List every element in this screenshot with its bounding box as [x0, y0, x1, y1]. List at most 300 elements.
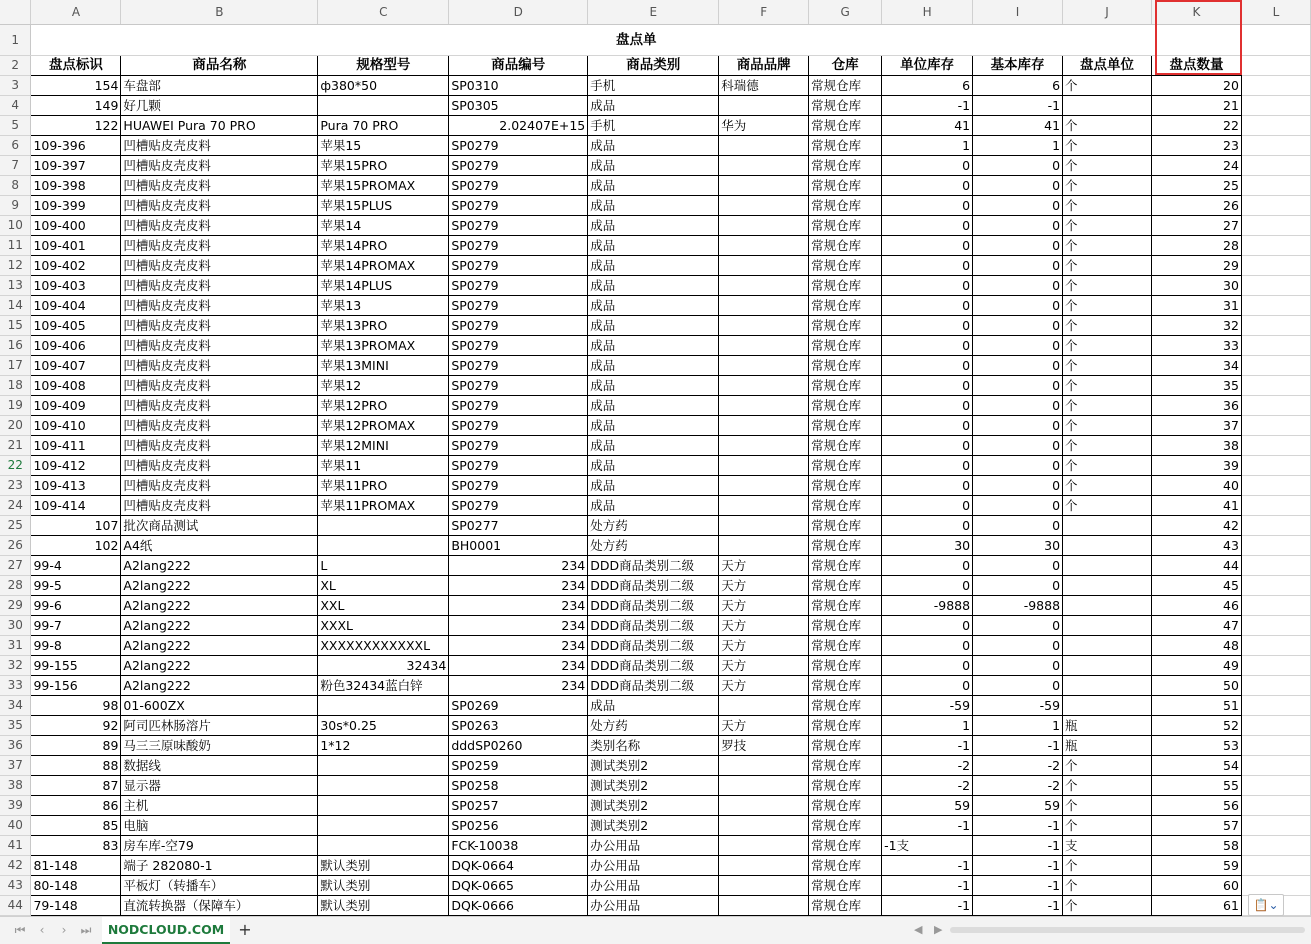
row-header[interactable]: 15 [0, 316, 31, 336]
cell[interactable]: 常规仓库 [809, 616, 882, 636]
cell[interactable] [1241, 416, 1310, 436]
cell[interactable] [719, 216, 809, 236]
cell[interactable] [1063, 556, 1152, 576]
cell[interactable] [719, 396, 809, 416]
next-sheet-icon[interactable]: › [61, 923, 67, 937]
cell[interactable]: 天方 [719, 556, 809, 576]
cell[interactable]: 个 [1063, 316, 1152, 336]
last-sheet-icon[interactable]: ⏭ [80, 923, 92, 937]
row-header[interactable]: 29 [0, 596, 31, 616]
column-header[interactable]: C [318, 0, 449, 25]
cell[interactable]: 99-155 [31, 656, 121, 676]
cell[interactable]: 常规仓库 [809, 236, 882, 256]
cell[interactable]: 凹槽贴皮壳皮料 [121, 176, 318, 196]
cell[interactable]: 直流转换器（保障车） [121, 896, 318, 916]
cell[interactable]: 1 [973, 136, 1063, 156]
cell[interactable] [719, 196, 809, 216]
cell[interactable]: 常规仓库 [809, 336, 882, 356]
cell[interactable] [318, 96, 449, 116]
cell[interactable]: 48 [1152, 636, 1242, 656]
cell[interactable]: 83 [31, 836, 121, 856]
cell[interactable]: 瓶 [1063, 716, 1152, 736]
cell[interactable]: 常规仓库 [809, 676, 882, 696]
row-header[interactable]: 3 [0, 76, 31, 96]
cell[interactable]: 0 [882, 456, 973, 476]
cell[interactable] [1241, 176, 1310, 196]
cell[interactable]: 常规仓库 [809, 316, 882, 336]
cell[interactable] [1241, 56, 1310, 76]
cell[interactable]: -1 [973, 836, 1063, 856]
cell[interactable]: 常规仓库 [809, 896, 882, 916]
cell[interactable]: 成品 [588, 456, 719, 476]
cell[interactable]: 109-401 [31, 236, 121, 256]
cell[interactable]: -1 [882, 736, 973, 756]
cell[interactable]: 54 [1152, 756, 1242, 776]
cell[interactable]: 好几颗 [121, 96, 318, 116]
cell[interactable]: 成品 [588, 396, 719, 416]
cell[interactable]: 109-398 [31, 176, 121, 196]
cell[interactable]: 常规仓库 [809, 376, 882, 396]
cell[interactable] [1241, 436, 1310, 456]
cell[interactable]: 凹槽贴皮壳皮料 [121, 196, 318, 216]
row-header[interactable]: 33 [0, 676, 31, 696]
cell[interactable]: SP0310 [449, 76, 588, 96]
cell[interactable]: 常规仓库 [809, 516, 882, 536]
row-header[interactable]: 13 [0, 276, 31, 296]
cell[interactable] [719, 496, 809, 516]
cell[interactable]: 罗技 [719, 736, 809, 756]
cell[interactable] [318, 776, 449, 796]
cell[interactable]: 0 [882, 196, 973, 216]
cell[interactable]: 0 [973, 336, 1063, 356]
cell[interactable]: 凹槽贴皮壳皮料 [121, 336, 318, 356]
cell[interactable]: 办公用品 [588, 876, 719, 896]
row-header[interactable]: 17 [0, 356, 31, 376]
cell[interactable] [719, 836, 809, 856]
cell[interactable]: 28 [1152, 236, 1242, 256]
cell[interactable]: 苹果12MINI [318, 436, 449, 456]
cell[interactable]: -2 [882, 756, 973, 776]
cell[interactable]: 0 [882, 416, 973, 436]
cell[interactable]: SP0279 [449, 176, 588, 196]
cell[interactable]: 成品 [588, 276, 719, 296]
cell[interactable] [1241, 776, 1310, 796]
cell[interactable] [1063, 616, 1152, 636]
cell[interactable] [1241, 236, 1310, 256]
row-header[interactable]: 25 [0, 516, 31, 536]
cell[interactable]: XXXL [318, 616, 449, 636]
cell[interactable]: 常规仓库 [809, 256, 882, 276]
cell[interactable]: 6 [882, 76, 973, 96]
cell[interactable]: 成品 [588, 236, 719, 256]
cell[interactable]: 凹槽贴皮壳皮料 [121, 256, 318, 276]
cell[interactable]: 成品 [588, 156, 719, 176]
cell[interactable]: Pura 70 PRO [318, 116, 449, 136]
cell[interactable] [1241, 876, 1310, 896]
row-header[interactable]: 24 [0, 496, 31, 516]
cell[interactable]: 个 [1063, 376, 1152, 396]
cell[interactable]: -1 [882, 896, 973, 916]
cell[interactable]: 109-410 [31, 416, 121, 436]
cell[interactable]: 0 [882, 676, 973, 696]
cell[interactable]: 56 [1152, 796, 1242, 816]
cell[interactable]: SP0279 [449, 256, 588, 276]
cell[interactable] [1241, 516, 1310, 536]
cell[interactable]: SP0257 [449, 796, 588, 816]
cell[interactable]: 102 [31, 536, 121, 556]
cell[interactable]: 234 [449, 576, 588, 596]
cell[interactable]: 0 [882, 556, 973, 576]
cell[interactable] [719, 436, 809, 456]
column-header[interactable]: L [1241, 0, 1310, 25]
cell[interactable]: SP0279 [449, 216, 588, 236]
cell[interactable]: SP0279 [449, 496, 588, 516]
cell[interactable]: 科瑞德 [719, 76, 809, 96]
cell[interactable]: 办公用品 [588, 896, 719, 916]
cell[interactable] [1241, 136, 1310, 156]
cell[interactable]: 办公用品 [588, 836, 719, 856]
cell[interactable]: 109-404 [31, 296, 121, 316]
cell[interactable]: SP0279 [449, 416, 588, 436]
scroll-left-icon[interactable]: ◀ [914, 923, 923, 936]
cell[interactable]: BH0001 [449, 536, 588, 556]
cell[interactable]: 常规仓库 [809, 96, 882, 116]
cell[interactable]: 常规仓库 [809, 816, 882, 836]
cell[interactable]: 21 [1152, 96, 1242, 116]
row-header[interactable]: 40 [0, 816, 31, 836]
cell[interactable]: 平板灯（转播车） [121, 876, 318, 896]
column-title[interactable]: 单位库存 [882, 56, 973, 76]
cell[interactable]: 个 [1063, 876, 1152, 896]
cell[interactable]: 0 [882, 576, 973, 596]
cell[interactable]: 0 [973, 316, 1063, 336]
cell[interactable] [1241, 336, 1310, 356]
cell[interactable]: DDD商品类别二级 [588, 636, 719, 656]
cell[interactable]: SP0256 [449, 816, 588, 836]
cell[interactable]: 苹果15PRO [318, 156, 449, 176]
cell[interactable]: 凹槽贴皮壳皮料 [121, 416, 318, 436]
cell[interactable]: 凹槽贴皮壳皮料 [121, 476, 318, 496]
cell[interactable]: 常规仓库 [809, 476, 882, 496]
cell[interactable]: 常规仓库 [809, 396, 882, 416]
row-header[interactable]: 43 [0, 876, 31, 896]
cell[interactable] [1063, 676, 1152, 696]
cell[interactable]: 0 [973, 376, 1063, 396]
cell[interactable]: 个 [1063, 756, 1152, 776]
cell[interactable]: 个 [1063, 436, 1152, 456]
cell[interactable] [1241, 596, 1310, 616]
cell[interactable]: 成品 [588, 176, 719, 196]
cell[interactable]: DDD商品类别二级 [588, 556, 719, 576]
cell[interactable] [719, 816, 809, 836]
horizontal-scrollbar[interactable] [950, 927, 1305, 933]
cell[interactable] [1241, 716, 1310, 736]
cell[interactable]: 86 [31, 796, 121, 816]
cell[interactable]: 99-156 [31, 676, 121, 696]
cell[interactable]: 常规仓库 [809, 776, 882, 796]
cell[interactable] [1241, 76, 1310, 96]
cell[interactable]: 57 [1152, 816, 1242, 836]
row-header[interactable]: 16 [0, 336, 31, 356]
cell[interactable]: 0 [882, 236, 973, 256]
cell[interactable]: 30s*0.25 [318, 716, 449, 736]
cell[interactable] [719, 416, 809, 436]
cell[interactable]: -2 [973, 776, 1063, 796]
cell[interactable]: 凹槽贴皮壳皮料 [121, 276, 318, 296]
cell[interactable]: 常规仓库 [809, 116, 882, 136]
cell[interactable]: 51 [1152, 696, 1242, 716]
cell[interactable]: SP0279 [449, 476, 588, 496]
cell[interactable]: 测试类别2 [588, 776, 719, 796]
cell[interactable]: A2lang222 [121, 616, 318, 636]
row-header[interactable]: 27 [0, 556, 31, 576]
cell[interactable]: 1 [973, 716, 1063, 736]
cell[interactable]: 0 [882, 396, 973, 416]
cell[interactable]: 0 [882, 276, 973, 296]
cell[interactable]: 支 [1063, 836, 1152, 856]
cell[interactable]: 苹果11 [318, 456, 449, 476]
cell[interactable]: 0 [973, 156, 1063, 176]
cell[interactable]: 房车库-空79 [121, 836, 318, 856]
cell[interactable]: 手机 [588, 76, 719, 96]
cell[interactable] [1241, 496, 1310, 516]
column-header[interactable]: G [809, 0, 882, 25]
cell[interactable]: 常规仓库 [809, 756, 882, 776]
cell[interactable]: 手机 [588, 116, 719, 136]
cell[interactable]: 常规仓库 [809, 196, 882, 216]
cell[interactable]: 苹果15PLUS [318, 196, 449, 216]
cell[interactable]: -1 [882, 816, 973, 836]
cell[interactable]: 个 [1063, 136, 1152, 156]
cell[interactable] [1241, 756, 1310, 776]
cell[interactable]: SP0259 [449, 756, 588, 776]
cell[interactable]: 47 [1152, 616, 1242, 636]
cell[interactable]: 1 [882, 716, 973, 736]
cell[interactable]: 38 [1152, 436, 1242, 456]
cell[interactable]: 109-397 [31, 156, 121, 176]
cell[interactable] [1063, 656, 1152, 676]
cell[interactable]: A2lang222 [121, 656, 318, 676]
column-header[interactable]: F [719, 0, 809, 25]
cell[interactable]: 30 [1152, 276, 1242, 296]
cell[interactable]: 0 [882, 436, 973, 456]
cell[interactable]: 85 [31, 816, 121, 836]
cell[interactable]: 32434 [318, 656, 449, 676]
cell[interactable]: 0 [973, 676, 1063, 696]
cell[interactable]: 41 [1152, 496, 1242, 516]
cell[interactable]: 0 [973, 656, 1063, 676]
cell[interactable]: 苹果12 [318, 376, 449, 396]
cell[interactable]: 成品 [588, 296, 719, 316]
cell[interactable]: 0 [973, 276, 1063, 296]
column-header[interactable]: H [882, 0, 973, 25]
cell[interactable]: 成品 [588, 96, 719, 116]
row-header[interactable]: 12 [0, 256, 31, 276]
cell[interactable] [719, 276, 809, 296]
cell[interactable]: 常规仓库 [809, 596, 882, 616]
cell[interactable]: 电脑 [121, 816, 318, 836]
cell[interactable]: 个 [1063, 296, 1152, 316]
cell[interactable] [1063, 576, 1152, 596]
cell[interactable] [1241, 556, 1310, 576]
cell[interactable]: 92 [31, 716, 121, 736]
sheet-title[interactable]: 盘点单 [31, 25, 1241, 56]
row-header[interactable]: 44 [0, 896, 31, 916]
cell[interactable] [1241, 856, 1310, 876]
cell[interactable] [1241, 216, 1310, 236]
cell[interactable]: 0 [973, 196, 1063, 216]
cell[interactable] [318, 836, 449, 856]
cell[interactable]: 常规仓库 [809, 176, 882, 196]
cell[interactable] [1241, 396, 1310, 416]
scroll-right-icon[interactable]: ▶ [934, 923, 943, 936]
cell[interactable] [1241, 296, 1310, 316]
row-header[interactable]: 9 [0, 196, 31, 216]
cell[interactable]: 80-148 [31, 876, 121, 896]
cell[interactable]: 33 [1152, 336, 1242, 356]
cell[interactable]: 0 [882, 336, 973, 356]
cell[interactable]: 瓶 [1063, 736, 1152, 756]
cell[interactable] [719, 356, 809, 376]
row-header[interactable]: 10 [0, 216, 31, 236]
cell[interactable] [1241, 656, 1310, 676]
cell[interactable]: 个 [1063, 76, 1152, 96]
cell[interactable]: 个 [1063, 156, 1152, 176]
cell[interactable]: 常规仓库 [809, 876, 882, 896]
cell[interactable]: 凹槽贴皮壳皮料 [121, 136, 318, 156]
cell[interactable]: 成品 [588, 416, 719, 436]
cell[interactable]: 成品 [588, 336, 719, 356]
cell[interactable]: 苹果13PROMAX [318, 336, 449, 356]
cell[interactable]: HUAWEI Pura 70 PRO [121, 116, 318, 136]
row-header[interactable]: 2 [0, 56, 31, 76]
cell[interactable]: 个 [1063, 796, 1152, 816]
cell[interactable]: 0 [973, 616, 1063, 636]
cell[interactable] [318, 536, 449, 556]
cell[interactable] [318, 816, 449, 836]
cell[interactable]: 149 [31, 96, 121, 116]
cell[interactable]: 50 [1152, 676, 1242, 696]
cell[interactable]: 61 [1152, 896, 1242, 916]
cell[interactable]: 苹果14PLUS [318, 276, 449, 296]
cell[interactable]: 53 [1152, 736, 1242, 756]
cell[interactable]: 端子 282080-1 [121, 856, 318, 876]
row-header[interactable]: 21 [0, 436, 31, 456]
cell[interactable]: 0 [973, 436, 1063, 456]
column-title[interactable]: 商品编号 [449, 56, 588, 76]
cell[interactable] [719, 476, 809, 496]
row-header[interactable]: 41 [0, 836, 31, 856]
cell[interactable]: SP0279 [449, 156, 588, 176]
cell[interactable]: DQK-0666 [449, 896, 588, 916]
cell[interactable] [1063, 596, 1152, 616]
cell[interactable]: -1 [973, 96, 1063, 116]
cell[interactable]: 苹果12PROMAX [318, 416, 449, 436]
cell[interactable]: 154 [31, 76, 121, 96]
cell[interactable]: 39 [1152, 456, 1242, 476]
cell[interactable]: 凹槽贴皮壳皮料 [121, 396, 318, 416]
cell[interactable]: 成品 [588, 696, 719, 716]
row-header[interactable]: 34 [0, 696, 31, 716]
cell[interactable]: 0 [882, 376, 973, 396]
cell[interactable]: 109-405 [31, 316, 121, 336]
cell[interactable]: -1 [973, 876, 1063, 896]
cell[interactable]: SP0279 [449, 376, 588, 396]
cell[interactable]: 234 [449, 596, 588, 616]
cell[interactable] [719, 256, 809, 276]
cell[interactable]: 主机 [121, 796, 318, 816]
row-header[interactable]: 28 [0, 576, 31, 596]
cell[interactable]: 凹槽贴皮壳皮料 [121, 456, 318, 476]
cell[interactable]: 45 [1152, 576, 1242, 596]
cell[interactable]: -59 [882, 696, 973, 716]
cell[interactable]: 99-5 [31, 576, 121, 596]
cell[interactable] [719, 696, 809, 716]
cell[interactable]: SP0279 [449, 336, 588, 356]
cell[interactable]: 测试类别2 [588, 796, 719, 816]
cell[interactable]: 89 [31, 736, 121, 756]
cell[interactable] [719, 176, 809, 196]
cell[interactable] [1241, 616, 1310, 636]
cell[interactable]: 常规仓库 [809, 536, 882, 556]
cell[interactable]: 109-400 [31, 216, 121, 236]
row-header[interactable]: 26 [0, 536, 31, 556]
cell[interactable]: 个 [1063, 216, 1152, 236]
cell[interactable]: A2lang222 [121, 596, 318, 616]
row-header[interactable]: 11 [0, 236, 31, 256]
cell[interactable]: 234 [449, 556, 588, 576]
row-header[interactable]: 42 [0, 856, 31, 876]
cell[interactable] [719, 796, 809, 816]
cell[interactable]: 常规仓库 [809, 76, 882, 96]
cell[interactable]: 成品 [588, 216, 719, 236]
cell[interactable]: 常规仓库 [809, 576, 882, 596]
cell[interactable]: -1 [973, 816, 1063, 836]
cell[interactable]: 6 [973, 76, 1063, 96]
cell[interactable]: 20 [1152, 76, 1242, 96]
cell[interactable] [719, 856, 809, 876]
row-header[interactable]: 18 [0, 376, 31, 396]
cell[interactable]: SP0263 [449, 716, 588, 736]
cell[interactable] [719, 336, 809, 356]
cell[interactable]: 常规仓库 [809, 296, 882, 316]
cell[interactable]: 36 [1152, 396, 1242, 416]
cell[interactable]: DDD商品类别二级 [588, 676, 719, 696]
cell[interactable]: 凹槽贴皮壳皮料 [121, 236, 318, 256]
cell[interactable] [1063, 536, 1152, 556]
row-header[interactable]: 4 [0, 96, 31, 116]
cell[interactable]: 26 [1152, 196, 1242, 216]
cell[interactable]: A4纸 [121, 536, 318, 556]
cell[interactable] [719, 316, 809, 336]
cell[interactable]: 34 [1152, 356, 1242, 376]
cell[interactable]: 天方 [719, 656, 809, 676]
row-header[interactable]: 19 [0, 396, 31, 416]
cell[interactable]: 测试类别2 [588, 816, 719, 836]
cell[interactable] [719, 376, 809, 396]
cell[interactable]: 109-396 [31, 136, 121, 156]
cell[interactable]: 成品 [588, 356, 719, 376]
cell[interactable]: 43 [1152, 536, 1242, 556]
row-header[interactable]: 35 [0, 716, 31, 736]
cell[interactable]: 阿司匹林肠溶片 [121, 716, 318, 736]
row-header[interactable]: 5 [0, 116, 31, 136]
cell[interactable] [1241, 736, 1310, 756]
cell[interactable]: -9888 [973, 596, 1063, 616]
row-header[interactable]: 14 [0, 296, 31, 316]
cell[interactable]: 29 [1152, 256, 1242, 276]
cell[interactable]: 81-148 [31, 856, 121, 876]
